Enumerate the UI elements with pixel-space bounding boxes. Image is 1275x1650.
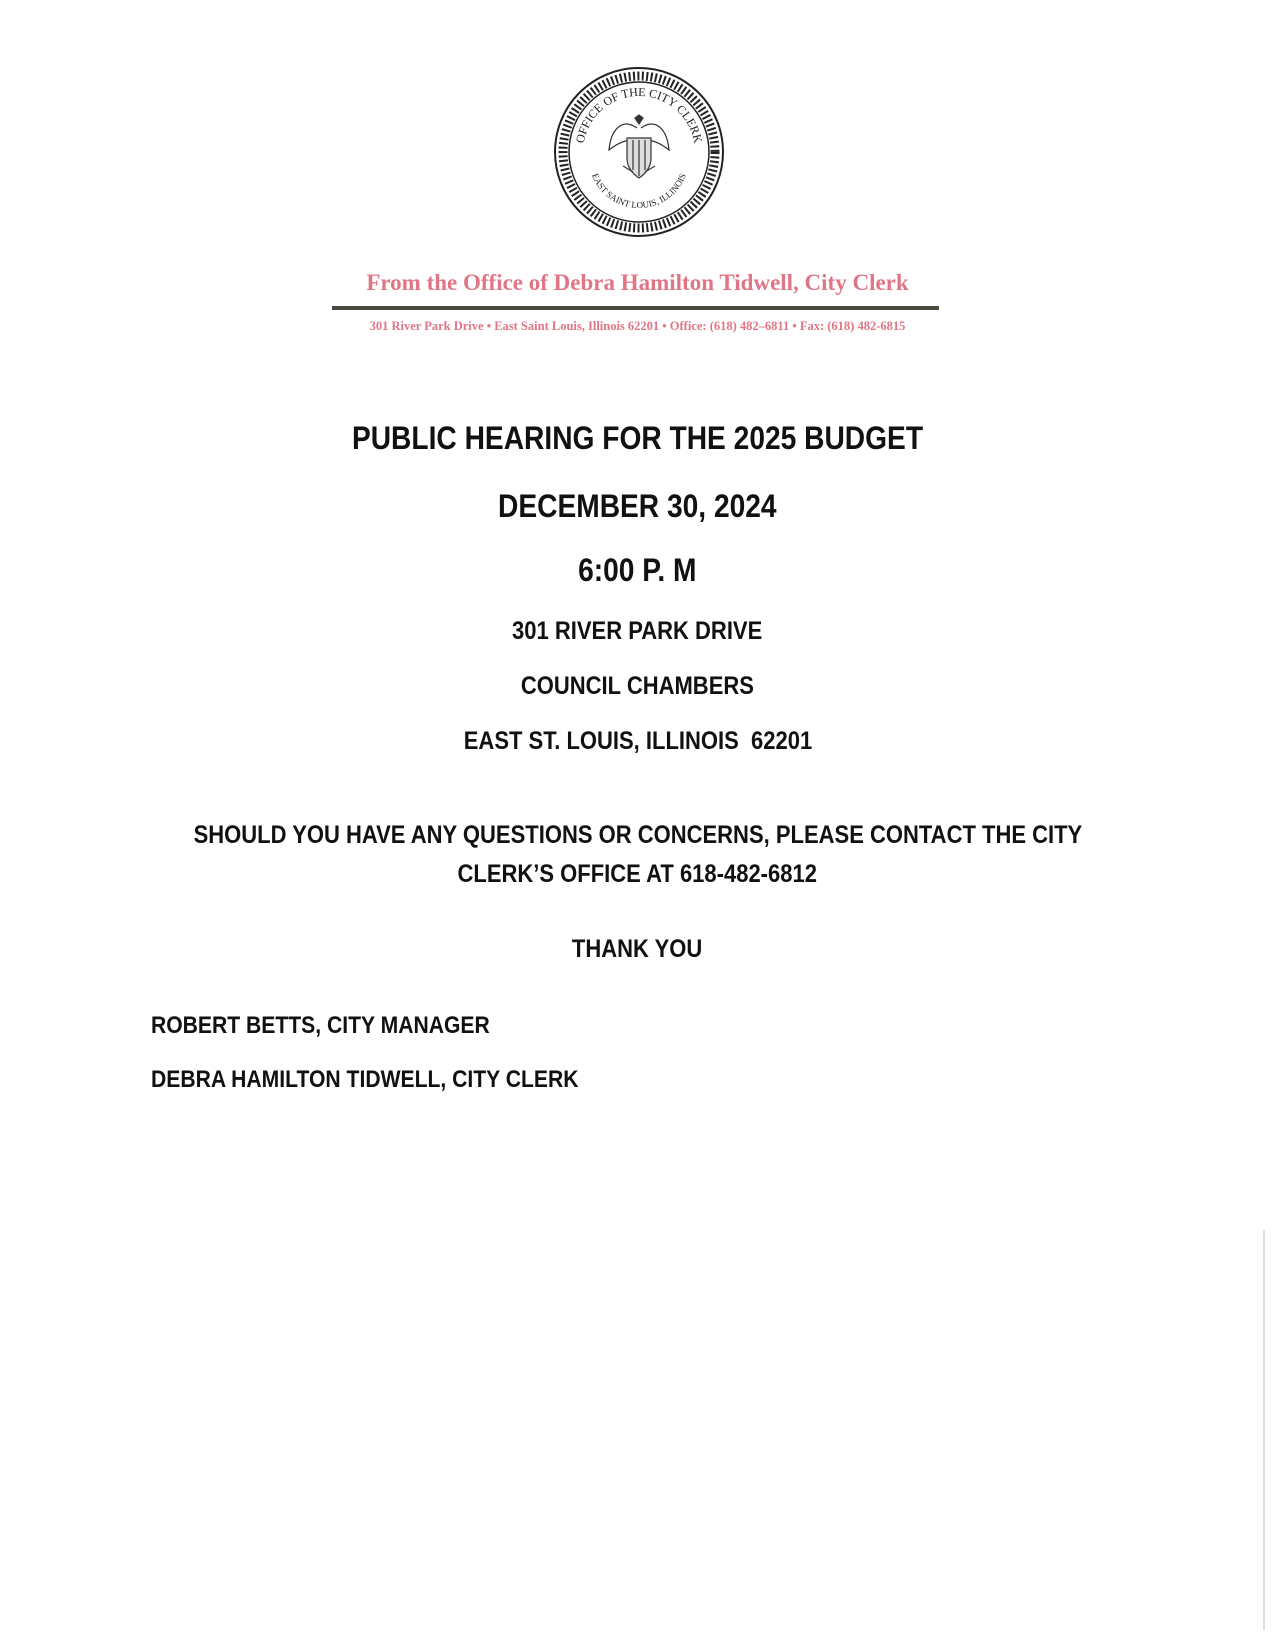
eagle-icon bbox=[609, 115, 669, 178]
svg-text:EAST SAINT LOUIS, ILLINOIS: EAST SAINT LOUIS, ILLINOIS bbox=[590, 171, 688, 211]
letterhead-from-line: From the Office of Debra Hamilton Tidwell, City Clerk bbox=[366, 270, 909, 295]
scan-edge bbox=[1263, 1230, 1265, 1630]
signature-city-clerk: DEBRA HAMILTON TIDWELL, CITY CLERK bbox=[151, 1066, 579, 1093]
notice-city: EAST ST. LOUIS, ILLINOIS 62201 bbox=[463, 727, 812, 755]
letterhead-divider bbox=[332, 306, 939, 310]
notice-time: 6:00 P. M bbox=[578, 552, 697, 588]
notice-room: COUNCIL CHAMBERS bbox=[520, 672, 755, 700]
notice-title: PUBLIC HEARING FOR THE 2025 BUDGET bbox=[351, 420, 924, 456]
svg-text:OFFICE OF THE CITY CLERK: OFFICE OF THE CITY CLERK bbox=[572, 84, 706, 145]
signature-city-manager: ROBERT BETTS, CITY MANAGER bbox=[151, 1012, 490, 1039]
city-clerk-seal bbox=[553, 66, 725, 238]
notice-thanks: THANK YOU bbox=[572, 935, 703, 963]
notice-date: DECEMBER 30, 2024 bbox=[498, 488, 777, 524]
notice-contact-line1: SHOULD YOU HAVE ANY QUESTIONS OR CONCERNS, PLEASE CONTACT THE CITY bbox=[193, 821, 1082, 849]
notice-contact-line2: CLERK’S OFFICE AT 618-482-6812 bbox=[457, 860, 818, 888]
letterhead-address: 301 River Park Drive • East Saint Louis, Illinois 62201 • Office: (618) 482–6811 • Fax: (618) 482-6815 bbox=[369, 319, 906, 333]
notice-address: 301 RIVER PARK DRIVE bbox=[512, 617, 763, 645]
